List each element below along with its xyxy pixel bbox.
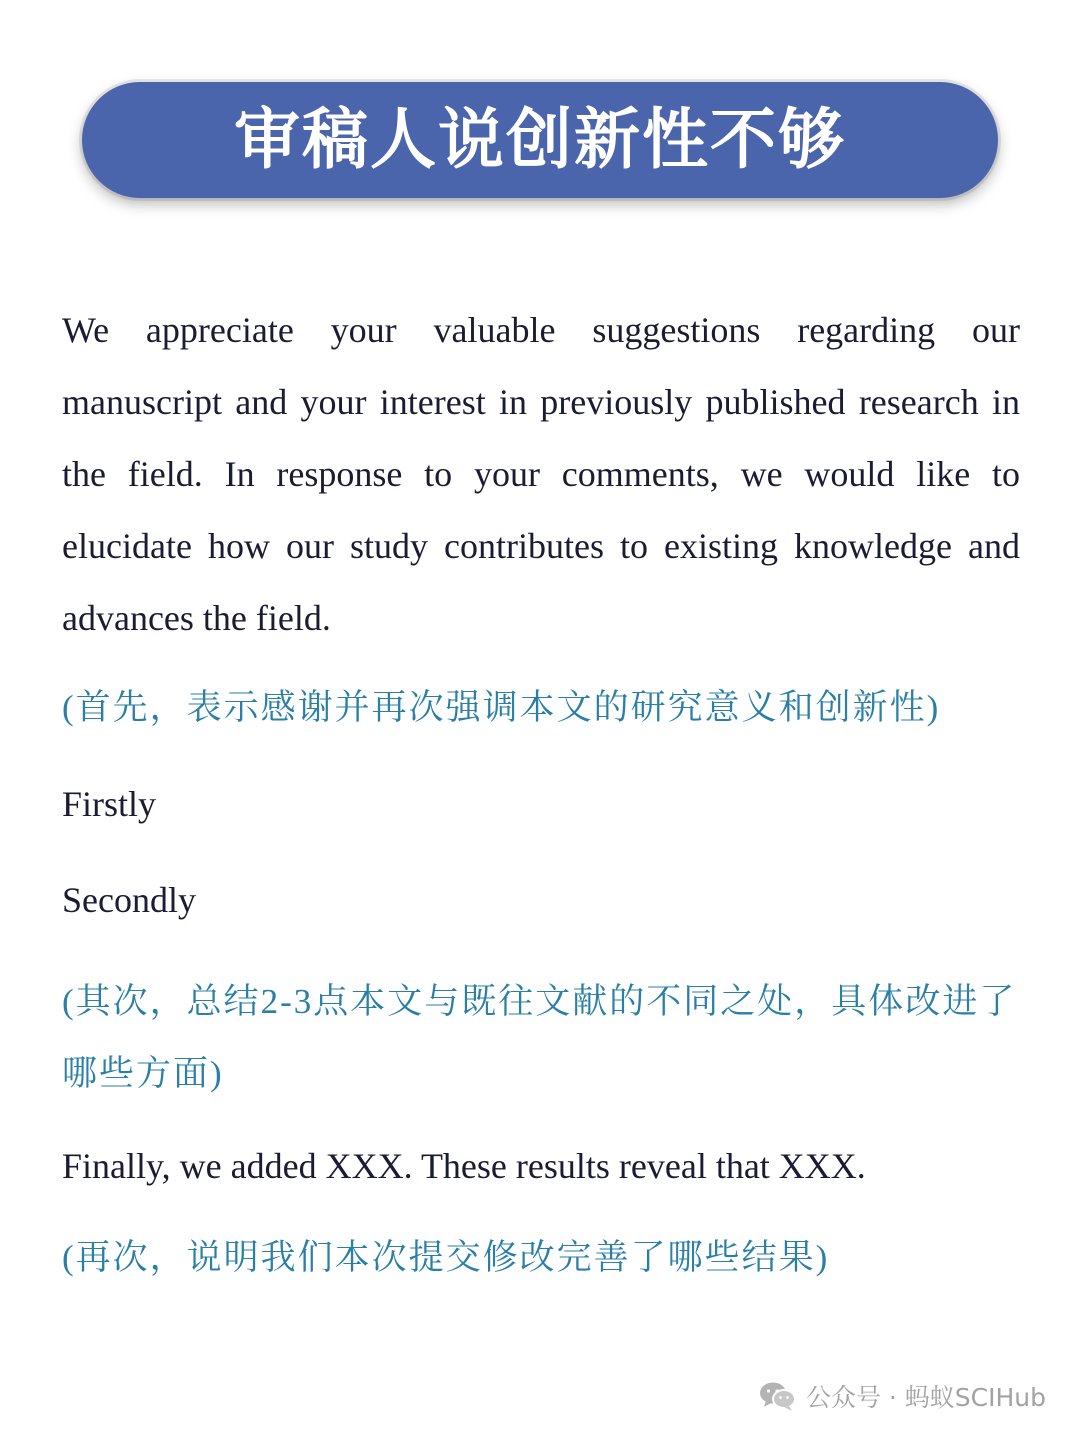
wechat-icon [758,1380,798,1412]
note-third: (再次，说明我们本次提交修改完善了哪些结果) [62,1238,830,1277]
finally-paragraph: Finally, we added XXX. These results reveal that XXX. [62,1146,866,1186]
note-second: (其次，总结2-3点本文与既往文献的不同之处，具体改进了哪些方面) [62,982,1017,1093]
intro-paragraph: We appreciate your valuable suggestions regarding our manuscript and your interest in previously published research in the field. In response to your comments, we would like to elucidate how our study contributes to existing knowledge and advances the field. [62,310,1020,638]
note-first: (首先，表示感谢并再次强调本文的研究意义和创新性) [62,688,941,727]
secondly-paragraph: Secondly [62,880,196,920]
watermark-text: 公众号 · 蚂蚁SCIHub [805,1383,1046,1412]
page-title: 审稿人说创新性不够 [234,101,846,178]
watermark [758,1378,1046,1414]
firstly-paragraph: Firstly [62,784,157,824]
title-banner [82,82,998,198]
